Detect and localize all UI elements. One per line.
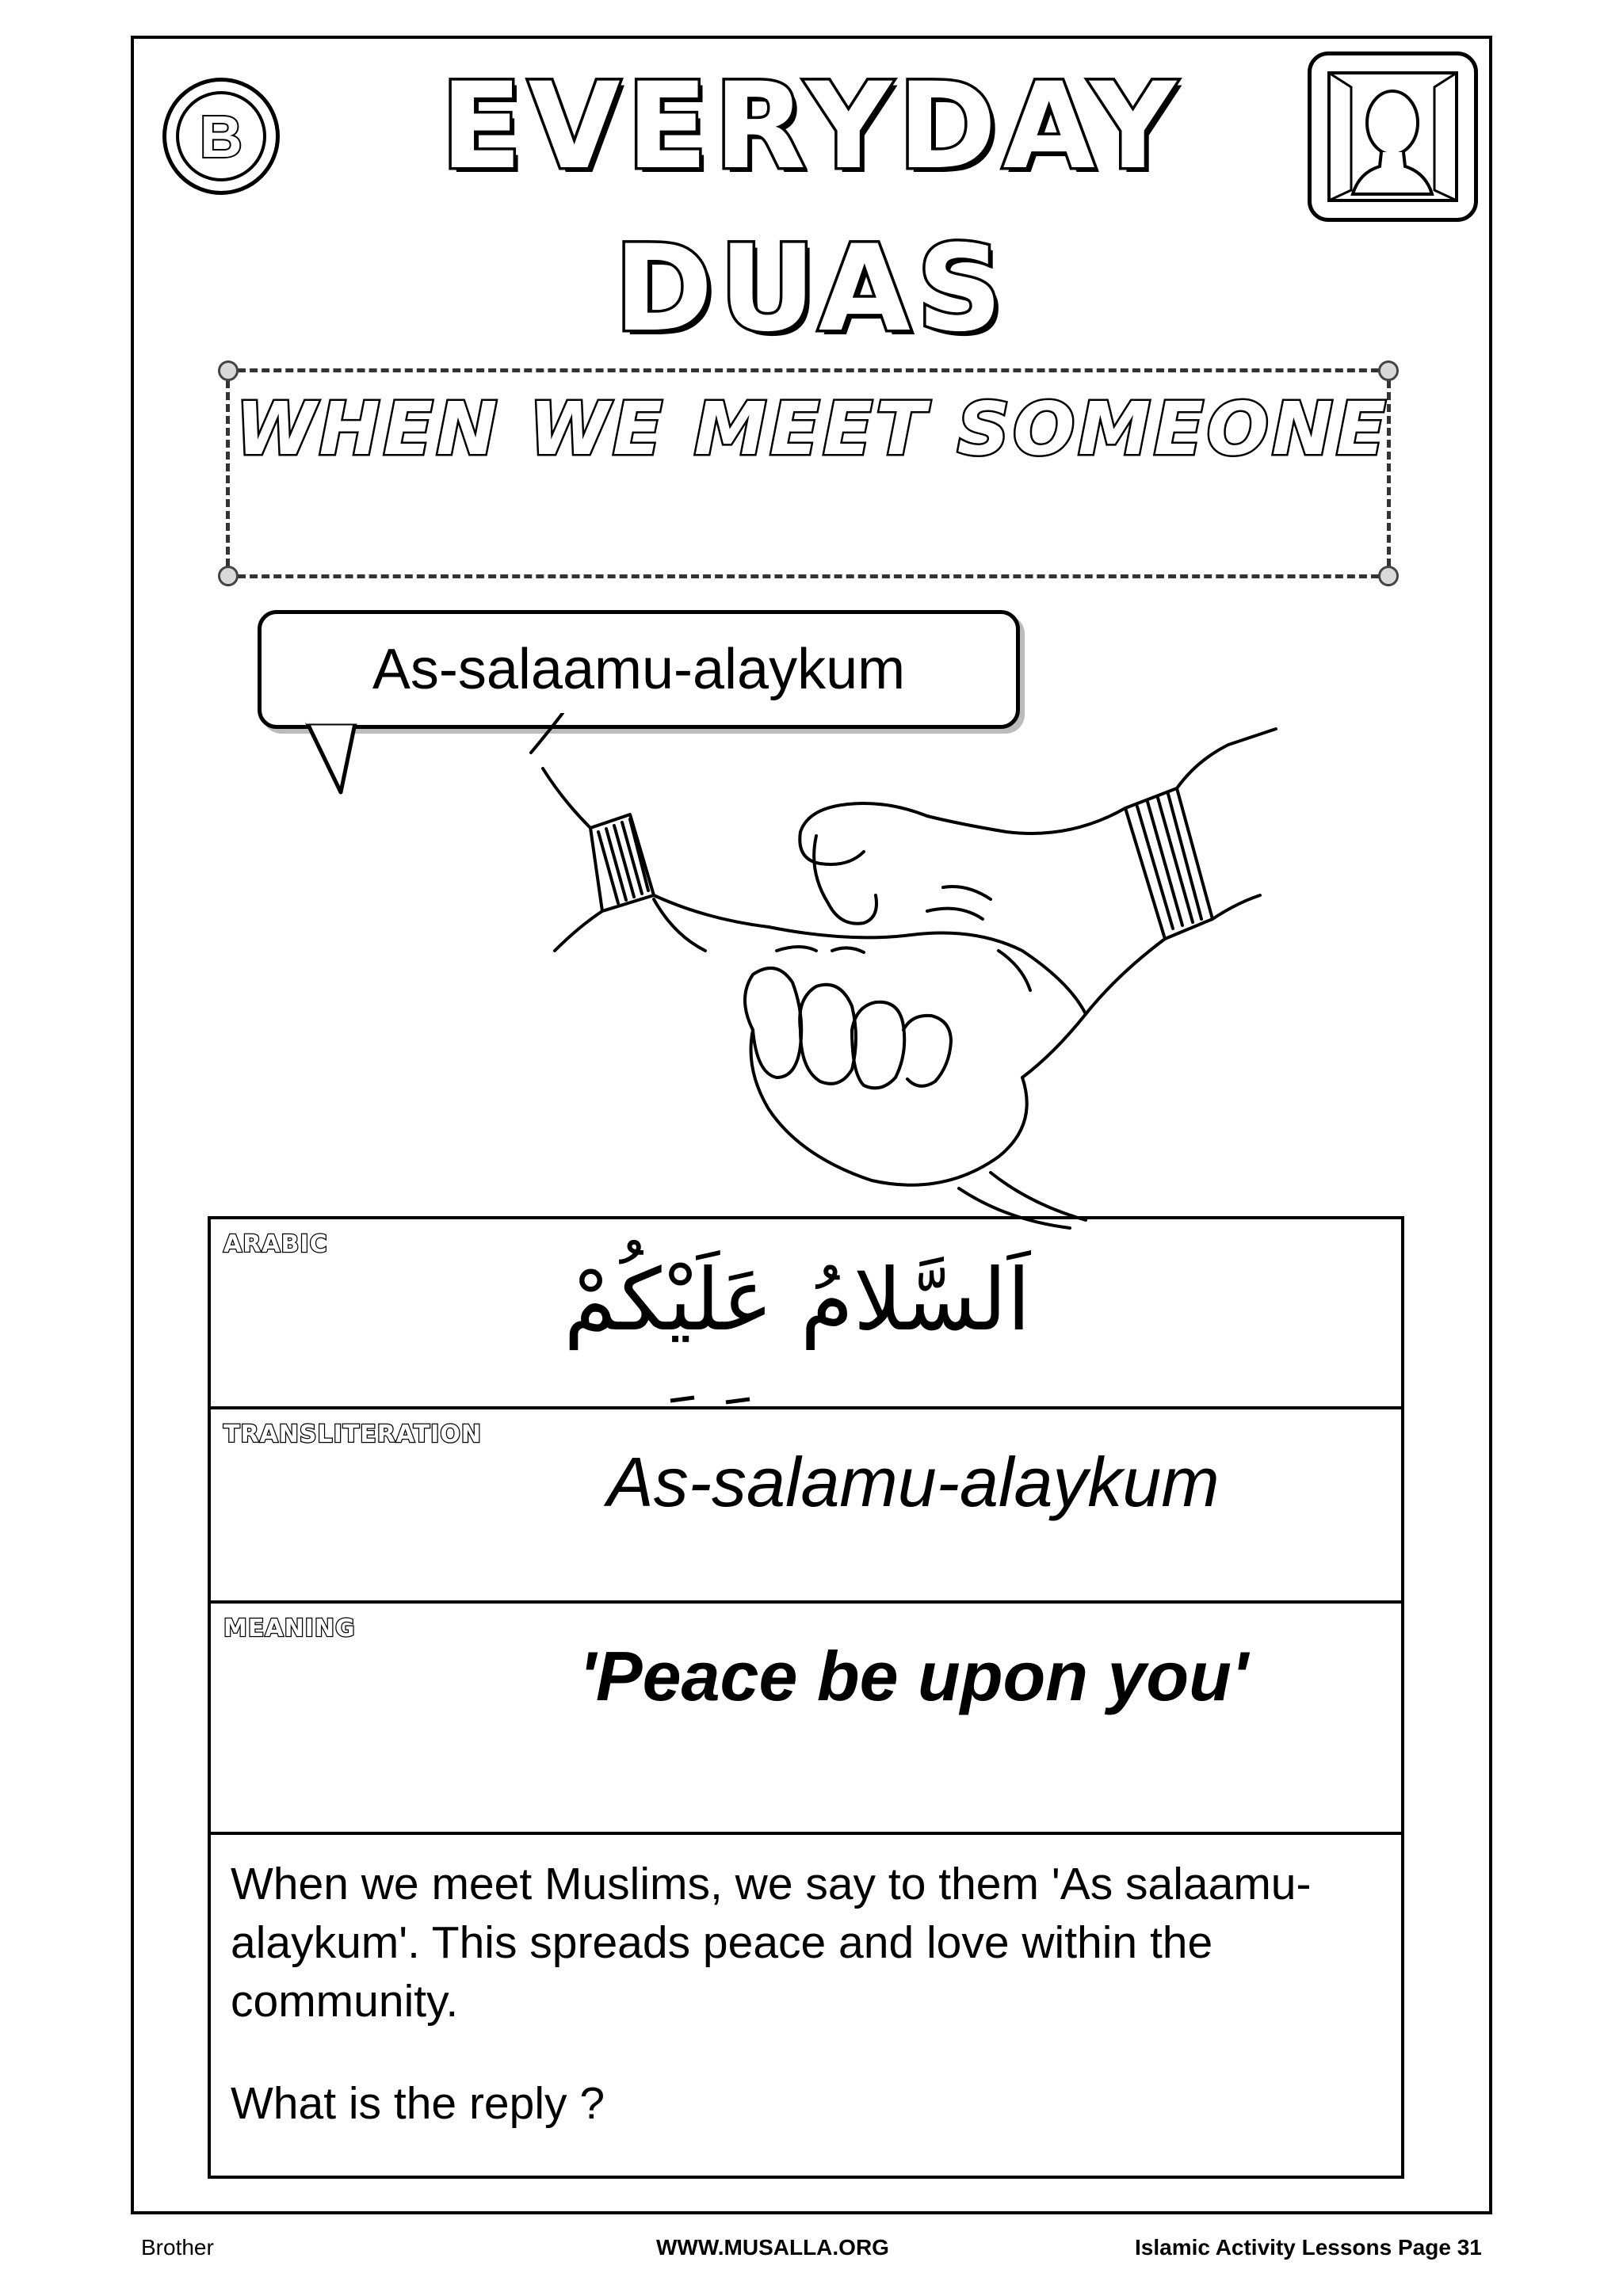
topic-banner <box>226 368 1391 578</box>
arabic-row <box>211 1219 1401 1409</box>
speech-bubble-text: As-salaamu-alaykum <box>372 638 906 701</box>
meaning-label: MEANING <box>223 1615 356 1642</box>
banner-title: WHEN WE MEET SOMEONE <box>235 387 1389 471</box>
banner-corner-dot <box>218 360 239 381</box>
badge-letter: B <box>176 91 266 181</box>
arabic-label: ARABIC <box>223 1230 328 1258</box>
handshake-illustration <box>515 713 1292 1236</box>
banner-corner-dot <box>1378 566 1399 586</box>
page-title-line-2: DUAS <box>614 220 1009 358</box>
notes-row <box>211 1835 1401 2176</box>
dua-table <box>208 1216 1404 2179</box>
meaning-text: 'Peace be upon you' <box>579 1637 1248 1715</box>
notes-question: What is the reply ? <box>231 2078 605 2129</box>
page-title-line-1: EVERYDAY <box>441 58 1182 196</box>
transliteration-row <box>211 1409 1401 1604</box>
banner-corner-dot <box>218 566 239 586</box>
person-silhouette-icon <box>1308 51 1478 222</box>
footer-website: WWW.MUSALLA.ORG <box>656 2235 889 2260</box>
notes-paragraph: When we meet Muslims, we say to them 'As salaamu-alaykum'. This spreads peace and love within the community. <box>231 1859 1312 2027</box>
transliteration-label: TRANSLITERATION <box>223 1421 482 1448</box>
transliteration-text: As-salamu-alaykum <box>607 1443 1220 1521</box>
speech-bubble <box>258 610 1020 729</box>
meaning-row <box>211 1604 1401 1835</box>
banner-corner-dot <box>1378 360 1399 381</box>
footer-left: Brother <box>141 2235 214 2260</box>
arabic-text: اَلسَّلامُ عَلَيْكُمْ <box>563 1251 1031 1350</box>
footer-page-info: Islamic Activity Lessons Page 31 <box>1135 2235 1482 2260</box>
